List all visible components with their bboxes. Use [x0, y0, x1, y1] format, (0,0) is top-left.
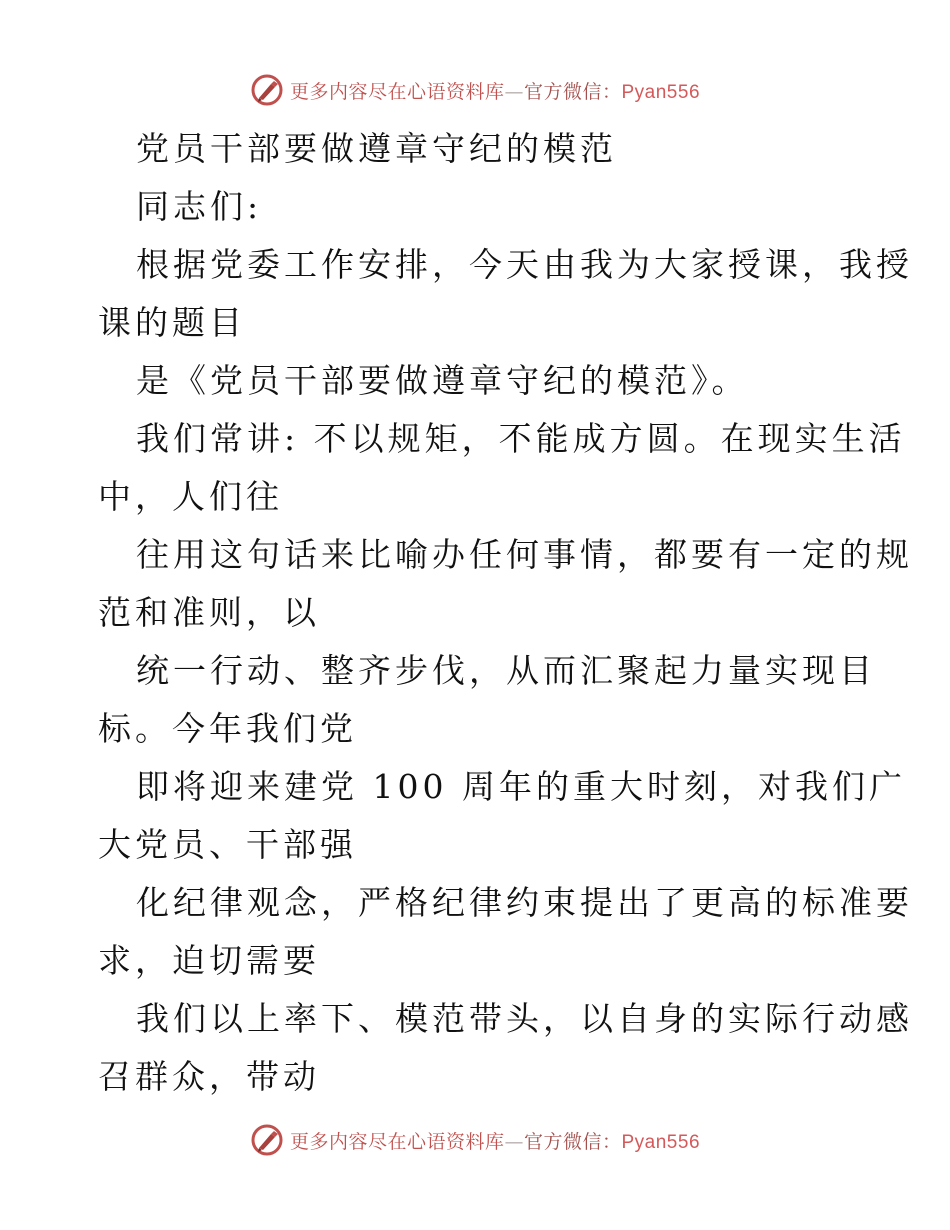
header-wechat-label: 官方微信： [523, 80, 622, 103]
paragraph-line: 即将迎来建党 100 周年的重大时刻，对我们广 [136, 767, 906, 806]
header-watermark [0, 70, 950, 110]
paragraph-line: 标。今年我们党 [98, 709, 357, 748]
pen-circle-logo-icon [250, 73, 284, 107]
paragraph-line: 求，迫切需要 [98, 941, 320, 980]
header-wechat-id: Pyan556 [621, 81, 701, 103]
paragraph-line: 根据党委工作安排，今天由我为大家授课，我授 [136, 245, 913, 284]
paragraph-line: 范和准则，以 [98, 593, 320, 632]
paragraph-line: 往用这句话来比喻办任何事情，都要有一定的规 [136, 535, 913, 574]
document-title: 党员干部要做遵章守纪的模范 [136, 129, 617, 168]
paragraph-line: 中，人们往 [98, 477, 283, 516]
document-body [98, 120, 913, 1106]
paragraph-line: 是《党员干部要做遵章守纪的模范》。 [136, 361, 749, 400]
header-watermark-text [290, 77, 700, 104]
header-separator: — [504, 80, 524, 103]
paragraph-line: 同志们: [136, 187, 263, 226]
footer-separator: — [504, 1130, 524, 1153]
paragraph-line: 大党员、干部强 [98, 825, 357, 864]
paragraph-line: 课的题目 [98, 303, 246, 342]
paragraph-line: 我们以上率下、模范带头，以自身的实际行动感 [136, 999, 913, 1038]
footer-watermark [0, 1120, 950, 1160]
paragraph-line: 我们常讲: 不以规矩，不能成方圆。在现实生活 [136, 419, 906, 458]
footer-wechat-id: Pyan556 [621, 1131, 701, 1153]
paragraph-line: 召群众，带动 [98, 1057, 320, 1096]
pen-circle-logo-icon [250, 1123, 284, 1157]
footer-wechat-label: 官方微信： [523, 1130, 622, 1153]
paragraph-line: 统一行动、整齐步伐，从而汇聚起力量实现目 [136, 651, 876, 690]
footer-site-name: 更多内容尽在心语资料库 [289, 1130, 505, 1153]
header-site-name: 更多内容尽在心语资料库 [289, 80, 505, 103]
footer-watermark-text [290, 1127, 700, 1154]
paragraph-line: 化纪律观念，严格纪律约束提出了更高的标准要 [136, 883, 913, 922]
